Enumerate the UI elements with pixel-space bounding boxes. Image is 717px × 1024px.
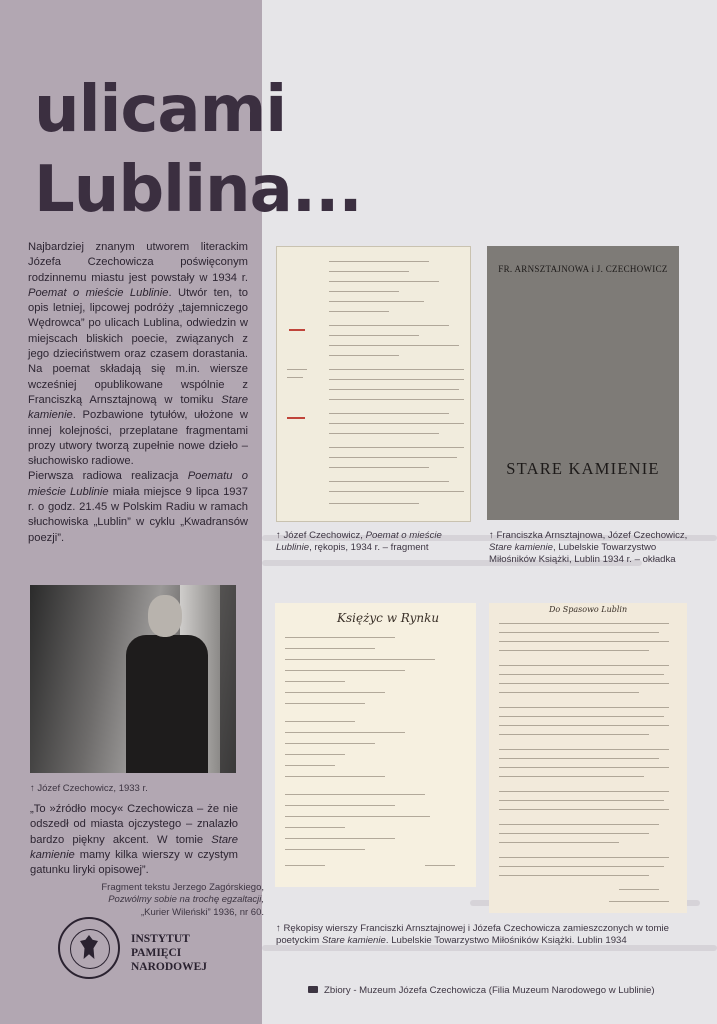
manuscript-caption: [276, 530, 476, 554]
ipn-logo-emblem: [58, 917, 120, 979]
manuscripts-caption: [276, 923, 696, 947]
book-title: Stare kamienie: [30, 833, 238, 861]
body-text-segment: . Utwór ten, to opis letniej, lipcowej podróży „tajemniczego Wędrowca” po ulicach Lublina, odwiedzin w miejscach bliskich poecie, związanych z jego dzieciństwem oraz czasem dorastania. Na poemat składają się m.in. wiersze wcześniej opublikowane wspólnie z Franciszką Arnsztajnową w tomiku: [28, 286, 249, 406]
book-cover: [487, 246, 679, 520]
logo-line: INSTYTUT: [131, 933, 190, 945]
manuscript-heading: Do Spasowo Lublin: [549, 605, 628, 614]
book-title: Stare kamienie: [321, 935, 386, 946]
poem-title: Poemat o mieście Lublinie: [28, 286, 169, 299]
title-line-2: Lublina...: [34, 153, 362, 227]
caption-text: . Lubelskie Towarzystwo Miłośników Książki. Lublin 1934: [385, 935, 627, 946]
quote-source: [30, 882, 264, 919]
manuscript-poemat: [276, 246, 471, 522]
cover-authors: FR. ARNSZTAJNOWA i J. CZECHOWICZ: [498, 264, 668, 274]
caption-text: , Lubelskie Towarzystwo Miłośników Książki, Lublin 1934 r. – okładka: [489, 542, 676, 565]
collection-credit: [308, 985, 655, 996]
portrait-photo: [30, 585, 236, 773]
poem-title: Poemat o mieście Lublinie: [276, 530, 442, 553]
poem-title: Poematu o mieście Lublinie: [28, 470, 248, 498]
caption-text: Józef Czechowicz,: [283, 530, 366, 541]
caption-text: , rękopis, 1934 r. – fragment: [309, 542, 429, 553]
logo-line: PAMIĘCI: [131, 947, 182, 959]
book-title: Stare kamienie: [28, 393, 248, 422]
source-line: „Kurier Wileński” 1936, nr 60.: [140, 906, 264, 918]
logo-line: NARODOWEJ: [131, 961, 208, 973]
source-line: Pozwólmy sobie na trochę egzaltacji,: [108, 894, 264, 906]
caption-text: Franciszka Arnsztajnowa, Józef Czechowicz,: [496, 530, 688, 541]
arrow-up-icon: ↑: [489, 530, 494, 541]
book-title: Stare kamienie: [489, 542, 553, 553]
manuscript-lublin: [489, 603, 687, 913]
ipn-logo-text: [131, 932, 207, 974]
arrow-up-icon: ↑: [276, 530, 281, 541]
camera-icon: [308, 986, 318, 993]
quote-text: „To »źródło mocy« Czechowicza – że nie odszedł od miasta ojczystego – znalazło bardzo piękny akcent. W tomie: [30, 803, 238, 846]
quote-text: mamy kilka wierszy w czystym gatunku liryki opisowej”.: [30, 848, 238, 877]
credit-text: Zbiory - Muzeum Józefa Czechowicza (Filia Muzeum Narodowego w Lublinie): [324, 985, 655, 996]
caption-text: Rękopisy wierszy Franciszki Arnsztajnowej i Józefa Czechowicza zamieszczonych w tomie poetyckim: [276, 923, 669, 946]
body-text-segment: Pierwsza radiowa realizacja: [28, 470, 188, 483]
arrow-up-icon: ↑: [276, 923, 281, 934]
manuscript-heading: Księżyc w Rynku: [337, 611, 440, 625]
quote: [30, 802, 238, 878]
body-text-segment: miała miejsce 9 lipca 1937 r. o godz. 21.45 w Polskim Radiu w ramach słuchowiska „Lublin” w cyklu „Kwadransów poezji”.: [28, 485, 248, 544]
body-text: [28, 240, 248, 546]
cover-caption: [489, 530, 689, 566]
body-text-segment: Najbardziej znanym utworem literackim Józefa Czechowicza poświęconym rodzinnemu miastu jest powstały w 1934 r.: [28, 241, 248, 284]
cover-title: STARE KAMIENIE: [506, 459, 660, 478]
title-line-1: ulicami: [34, 73, 287, 147]
body-text-segment: . Pozbawione tytułów, ułożone w innej kolejności, przeplatane fragmentami prozy utwory tworzą zupełnie nowe dzieło – słuchowisko radiowe.: [28, 409, 248, 468]
photo-caption: [30, 783, 148, 794]
page-title: [34, 70, 362, 230]
photo-caption-text: Józef Czechowicz, 1933 r.: [37, 783, 148, 794]
arrow-up-icon: ↑: [30, 783, 35, 794]
manuscript-ksiezyc: [275, 603, 476, 887]
source-line: Fragment tekstu Jerzego Zagórskiego,: [101, 882, 264, 893]
